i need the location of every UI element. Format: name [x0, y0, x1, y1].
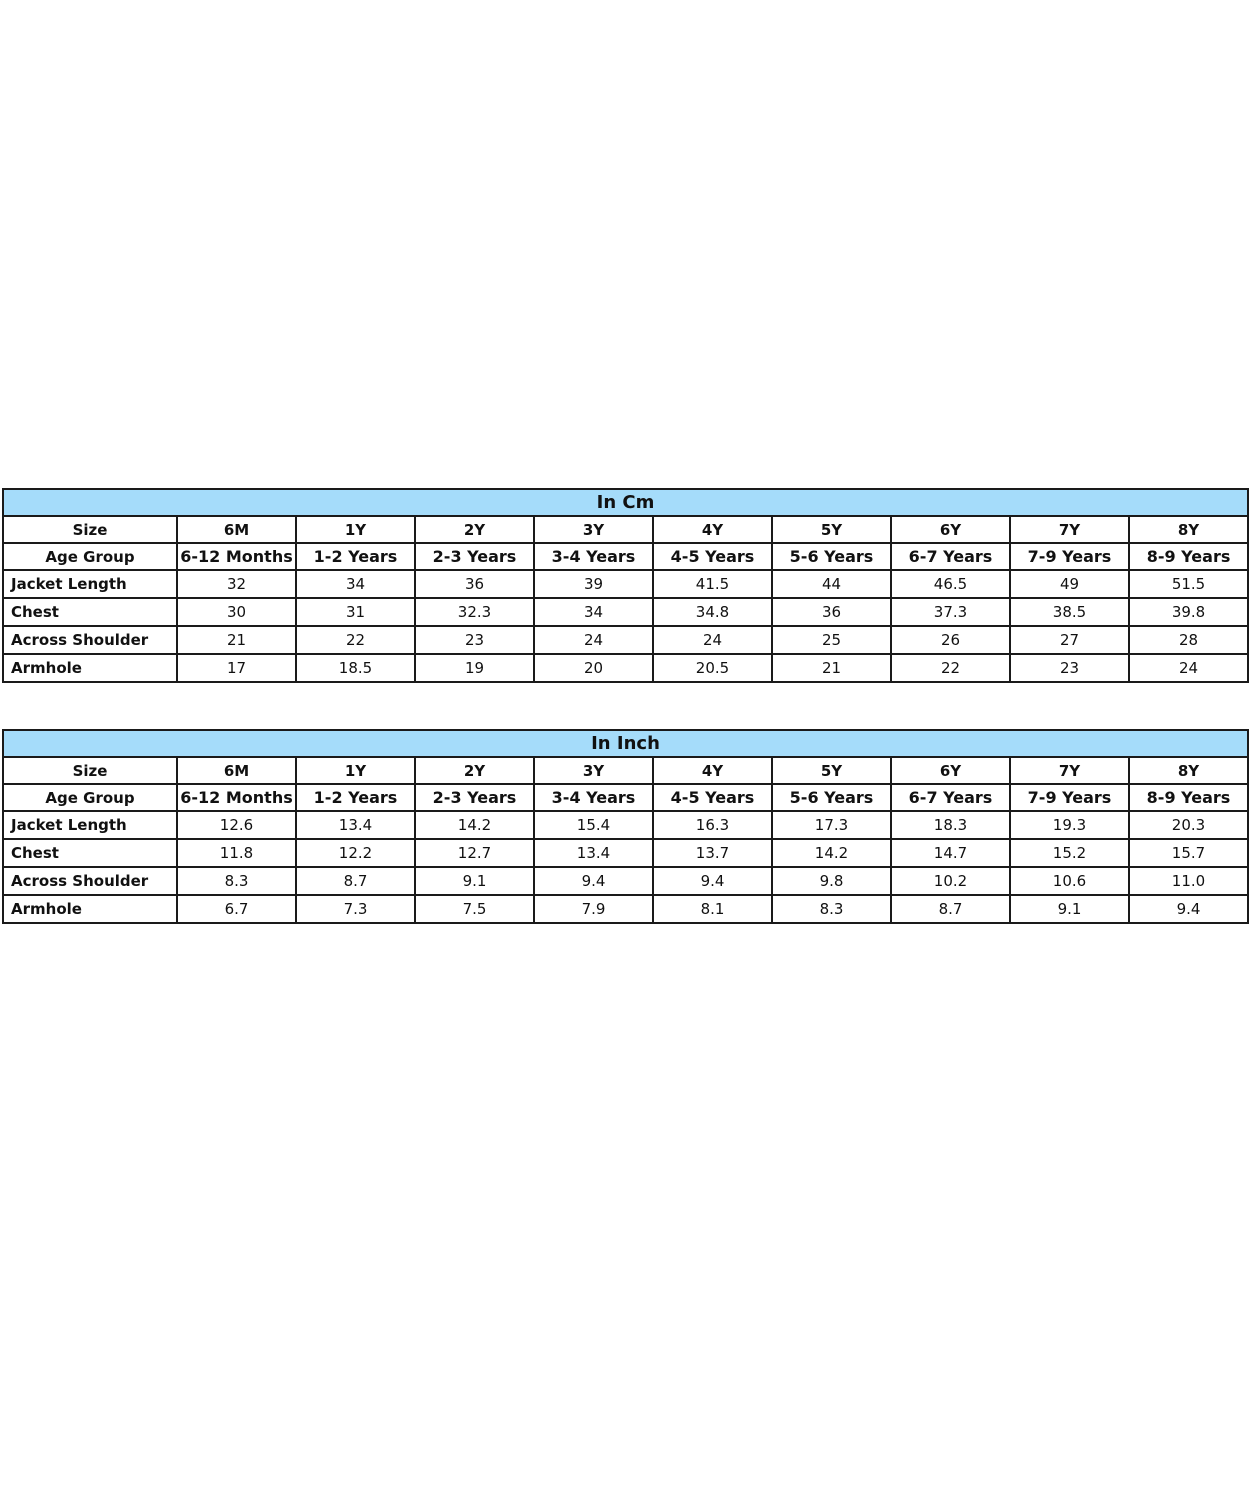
age-group-row	[3, 543, 1248, 570]
age-group-row	[3, 784, 1248, 811]
measurement-value: 25	[772, 626, 891, 654]
measurement-value: 51.5	[1129, 570, 1248, 598]
measurement-value: 15.2	[1010, 839, 1129, 867]
measurement-value: 21	[177, 626, 296, 654]
age-group-cell: 6-7 Years	[891, 784, 1010, 811]
measurement-value: 34.8	[653, 598, 772, 626]
measurement-value: 20.3	[1129, 811, 1248, 839]
size-cell: 8Y	[1129, 516, 1248, 543]
measurement-value: 18.5	[296, 654, 415, 682]
age-group-cell: 8-9 Years	[1129, 784, 1248, 811]
measurement-value: 32.3	[415, 598, 534, 626]
measurement-value: 13.7	[653, 839, 772, 867]
size-label: Size	[3, 757, 177, 784]
age-group-cell: 6-7 Years	[891, 543, 1010, 570]
measurement-value: 23	[415, 626, 534, 654]
measurement-value: 15.7	[1129, 839, 1248, 867]
size-cell: 8Y	[1129, 757, 1248, 784]
measurement-value: 44	[772, 570, 891, 598]
age-group-label: Age Group	[3, 784, 177, 811]
measurement-label: Chest	[3, 839, 177, 867]
size-cell: 3Y	[534, 757, 653, 784]
measurement-value: 9.4	[534, 867, 653, 895]
measurement-value: 8.7	[296, 867, 415, 895]
measurement-value: 32	[177, 570, 296, 598]
measurement-value: 11.8	[177, 839, 296, 867]
measurement-value: 24	[1129, 654, 1248, 682]
size-cell: 7Y	[1010, 757, 1129, 784]
measurement-row	[3, 598, 1248, 626]
size-cell: 6M	[177, 516, 296, 543]
measurement-row	[3, 895, 1248, 923]
measurement-value: 30	[177, 598, 296, 626]
size-cell: 6Y	[891, 516, 1010, 543]
measurement-value: 15.4	[534, 811, 653, 839]
age-group-cell: 4-5 Years	[653, 543, 772, 570]
measurement-row	[3, 654, 1248, 682]
size-cell: 1Y	[296, 516, 415, 543]
measurement-value: 6.7	[177, 895, 296, 923]
age-group-cell: 7-9 Years	[1010, 543, 1129, 570]
table-title: In Cm	[3, 489, 1248, 516]
measurement-label: Jacket Length	[3, 570, 177, 598]
age-group-label: Age Group	[3, 543, 177, 570]
measurement-value: 46.5	[891, 570, 1010, 598]
measurement-value: 9.1	[1010, 895, 1129, 923]
measurement-value: 37.3	[891, 598, 1010, 626]
measurement-value: 34	[296, 570, 415, 598]
measurement-label: Across Shoulder	[3, 867, 177, 895]
age-group-cell: 4-5 Years	[653, 784, 772, 811]
measurement-value: 20	[534, 654, 653, 682]
measurement-value: 36	[772, 598, 891, 626]
size-chart-cm-table	[2, 488, 1249, 683]
measurement-value: 9.1	[415, 867, 534, 895]
measurement-value: 7.9	[534, 895, 653, 923]
size-cell: 4Y	[653, 516, 772, 543]
measurement-value: 14.7	[891, 839, 1010, 867]
age-group-cell: 2-3 Years	[415, 543, 534, 570]
measurement-value: 8.7	[891, 895, 1010, 923]
size-cell: 2Y	[415, 516, 534, 543]
measurement-value: 41.5	[653, 570, 772, 598]
measurement-value: 13.4	[534, 839, 653, 867]
age-group-cell: 1-2 Years	[296, 543, 415, 570]
table-title-row	[3, 489, 1248, 516]
measurement-value: 7.5	[415, 895, 534, 923]
measurement-value: 14.2	[415, 811, 534, 839]
age-group-cell: 6-12 Months	[177, 543, 296, 570]
measurement-value: 17	[177, 654, 296, 682]
measurement-row	[3, 867, 1248, 895]
measurement-value: 9.4	[653, 867, 772, 895]
measurement-value: 10.6	[1010, 867, 1129, 895]
measurement-value: 7.3	[296, 895, 415, 923]
measurement-value: 22	[296, 626, 415, 654]
measurement-value: 18.3	[891, 811, 1010, 839]
measurement-value: 19	[415, 654, 534, 682]
measurement-value: 38.5	[1010, 598, 1129, 626]
measurement-value: 36	[415, 570, 534, 598]
measurement-value: 10.2	[891, 867, 1010, 895]
measurement-value: 14.2	[772, 839, 891, 867]
measurement-value: 9.8	[772, 867, 891, 895]
size-cell: 7Y	[1010, 516, 1129, 543]
measurement-row	[3, 570, 1248, 598]
age-group-cell: 5-6 Years	[772, 543, 891, 570]
measurement-row	[3, 839, 1248, 867]
size-cell: 6M	[177, 757, 296, 784]
measurement-value: 8.3	[177, 867, 296, 895]
size-chart-inch-table	[2, 729, 1249, 924]
measurement-value: 31	[296, 598, 415, 626]
age-group-cell: 3-4 Years	[534, 543, 653, 570]
age-group-cell: 5-6 Years	[772, 784, 891, 811]
measurement-value: 8.3	[772, 895, 891, 923]
age-group-cell: 1-2 Years	[296, 784, 415, 811]
measurement-value: 17.3	[772, 811, 891, 839]
size-cell: 4Y	[653, 757, 772, 784]
size-row	[3, 757, 1248, 784]
measurement-value: 28	[1129, 626, 1248, 654]
measurement-value: 34	[534, 598, 653, 626]
measurement-value: 13.4	[296, 811, 415, 839]
size-cell: 3Y	[534, 516, 653, 543]
measurement-value: 12.2	[296, 839, 415, 867]
size-cell: 6Y	[891, 757, 1010, 784]
size-cell: 5Y	[772, 516, 891, 543]
measurement-value: 27	[1010, 626, 1129, 654]
measurement-value: 21	[772, 654, 891, 682]
size-row	[3, 516, 1248, 543]
measurement-value: 39.8	[1129, 598, 1248, 626]
measurement-value: 20.5	[653, 654, 772, 682]
age-group-cell: 6-12 Months	[177, 784, 296, 811]
measurement-value: 39	[534, 570, 653, 598]
size-cell: 1Y	[296, 757, 415, 784]
measurement-label: Jacket Length	[3, 811, 177, 839]
measurement-value: 11.0	[1129, 867, 1248, 895]
size-cell: 5Y	[772, 757, 891, 784]
measurement-label: Across Shoulder	[3, 626, 177, 654]
age-group-cell: 7-9 Years	[1010, 784, 1129, 811]
measurement-value: 12.6	[177, 811, 296, 839]
age-group-cell: 8-9 Years	[1129, 543, 1248, 570]
measurement-value: 24	[534, 626, 653, 654]
measurement-label: Armhole	[3, 895, 177, 923]
table-title-row	[3, 730, 1248, 757]
age-group-cell: 3-4 Years	[534, 784, 653, 811]
measurement-label: Chest	[3, 598, 177, 626]
measurement-value: 49	[1010, 570, 1129, 598]
measurement-row	[3, 811, 1248, 839]
measurement-value: 12.7	[415, 839, 534, 867]
measurement-value: 16.3	[653, 811, 772, 839]
table-title: In Inch	[3, 730, 1248, 757]
measurement-row	[3, 626, 1248, 654]
measurement-value: 22	[891, 654, 1010, 682]
size-label: Size	[3, 516, 177, 543]
measurement-value: 24	[653, 626, 772, 654]
measurement-value: 19.3	[1010, 811, 1129, 839]
measurement-value: 8.1	[653, 895, 772, 923]
size-cell: 2Y	[415, 757, 534, 784]
measurement-value: 23	[1010, 654, 1129, 682]
measurement-label: Armhole	[3, 654, 177, 682]
measurement-value: 9.4	[1129, 895, 1248, 923]
age-group-cell: 2-3 Years	[415, 784, 534, 811]
measurement-value: 26	[891, 626, 1010, 654]
